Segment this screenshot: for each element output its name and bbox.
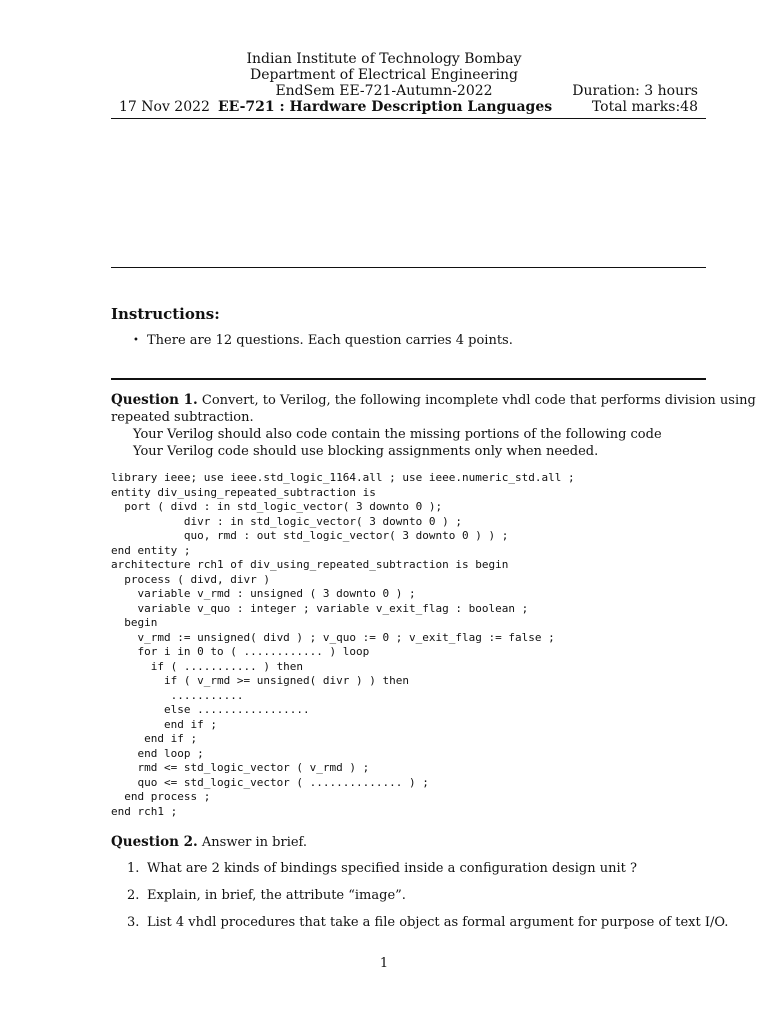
duration: Duration: 3 hours xyxy=(572,83,698,99)
question-1-text: Convert, to Verilog, the following incomplete vhdl code that performs division using xyxy=(201,393,756,408)
code-line: quo <= std_logic_vector ( .............. ) ; xyxy=(111,775,429,789)
question-1-note-1: Your Verilog should also code contain the missing portions of the following code xyxy=(133,427,662,442)
code-line: rmd <= std_logic_vector ( v_rmd ) ; xyxy=(111,761,370,774)
code-line: quo, rmd : out std_logic_vector( 3 downto 0 ) ) ; xyxy=(111,529,509,542)
total-marks: Total marks:48 xyxy=(591,99,698,115)
department-name: Department of Electrical Engineering xyxy=(250,67,518,83)
code-line: entity div_using_repeated_subtraction is xyxy=(111,485,376,499)
code-line: end loop ; xyxy=(111,746,204,760)
list-item-text: What are 2 kinds of bindings specified inside a configuration design unit ? xyxy=(147,861,637,876)
list-item-text: Explain, in brief, the attribute “image”. xyxy=(147,888,406,903)
exam-name: EndSem EE-721-Autumn-2022 xyxy=(275,83,493,99)
list-item-number: 3. xyxy=(127,915,140,930)
code-line: variable v_quo : integer ; variable v_exit_flag : boolean ; xyxy=(111,601,529,615)
instructions-title: Instructions: xyxy=(111,305,220,323)
question-2-text: Answer in brief. xyxy=(201,835,308,850)
question-1-note-2: Your Verilog code should use blocking assignments only when needed. xyxy=(133,444,599,459)
code-line: if ( ........... ) then xyxy=(111,659,304,673)
code-line: for i in 0 to ( ............ ) loop xyxy=(111,645,370,658)
list-item xyxy=(127,915,728,931)
question-1-label: Question 1. xyxy=(111,392,198,408)
code-line: end if ; xyxy=(111,732,198,745)
section-rule xyxy=(111,267,706,268)
list-item-text: List 4 vhdl procedures that take a file object as formal argument for purpose of text I/O. xyxy=(147,915,729,930)
code-line: end entity ; xyxy=(111,543,191,557)
list-item xyxy=(127,888,406,904)
code-line: architecture rch1 of div_using_repeated_subtraction is begin xyxy=(111,558,509,571)
code-line: port ( divd : in std_logic_vector( 3 downto 0 ); xyxy=(111,500,443,513)
code-line: library ieee; use ieee.std_logic_1164.all ; use ieee.numeric_std.all ; xyxy=(111,471,575,484)
page-number: 1 xyxy=(379,956,389,971)
question-2 xyxy=(111,834,707,851)
question-1 xyxy=(111,392,756,460)
code-line: if ( v_rmd >= unsigned( divr ) ) then xyxy=(111,674,410,687)
header-rule xyxy=(111,118,706,119)
code-line: end rch1 ; xyxy=(111,804,178,818)
code-line: end process ; xyxy=(111,790,211,803)
code-line: v_rmd := unsigned( divd ) ; v_quo := 0 ; v_exit_flag := false ; xyxy=(111,630,555,644)
course-title: EE-721 : Hardware Description Languages xyxy=(218,99,553,115)
code-line: else ................. xyxy=(111,703,310,716)
question-1-text-cont: repeated subtraction. xyxy=(111,410,254,425)
bullet-icon: • xyxy=(133,335,139,346)
code-line: process ( divd, divr ) xyxy=(111,572,270,586)
code-line: variable v_rmd : unsigned ( 3 downto 0 ) ; xyxy=(111,587,416,600)
code-line: end if ; xyxy=(111,717,217,731)
vhdl-code-block xyxy=(111,471,575,819)
instructions-rule xyxy=(111,378,706,380)
code-line: divr : in std_logic_vector( 3 downto 0 ) ; xyxy=(111,514,462,528)
code-line: begin xyxy=(111,616,158,629)
list-item-number: 2. xyxy=(127,888,140,903)
list-item xyxy=(127,861,637,877)
institute-name: Indian Institute of Technology Bombay xyxy=(246,51,522,67)
code-line: ........... xyxy=(111,688,244,702)
list-item-number: 1. xyxy=(127,861,140,876)
exam-date: 17 Nov 2022 xyxy=(119,99,210,115)
question-2-label: Question 2. xyxy=(111,834,198,850)
instruction-item xyxy=(133,333,513,349)
instruction-text: There are 12 questions. Each question carries 4 points. xyxy=(147,333,513,348)
